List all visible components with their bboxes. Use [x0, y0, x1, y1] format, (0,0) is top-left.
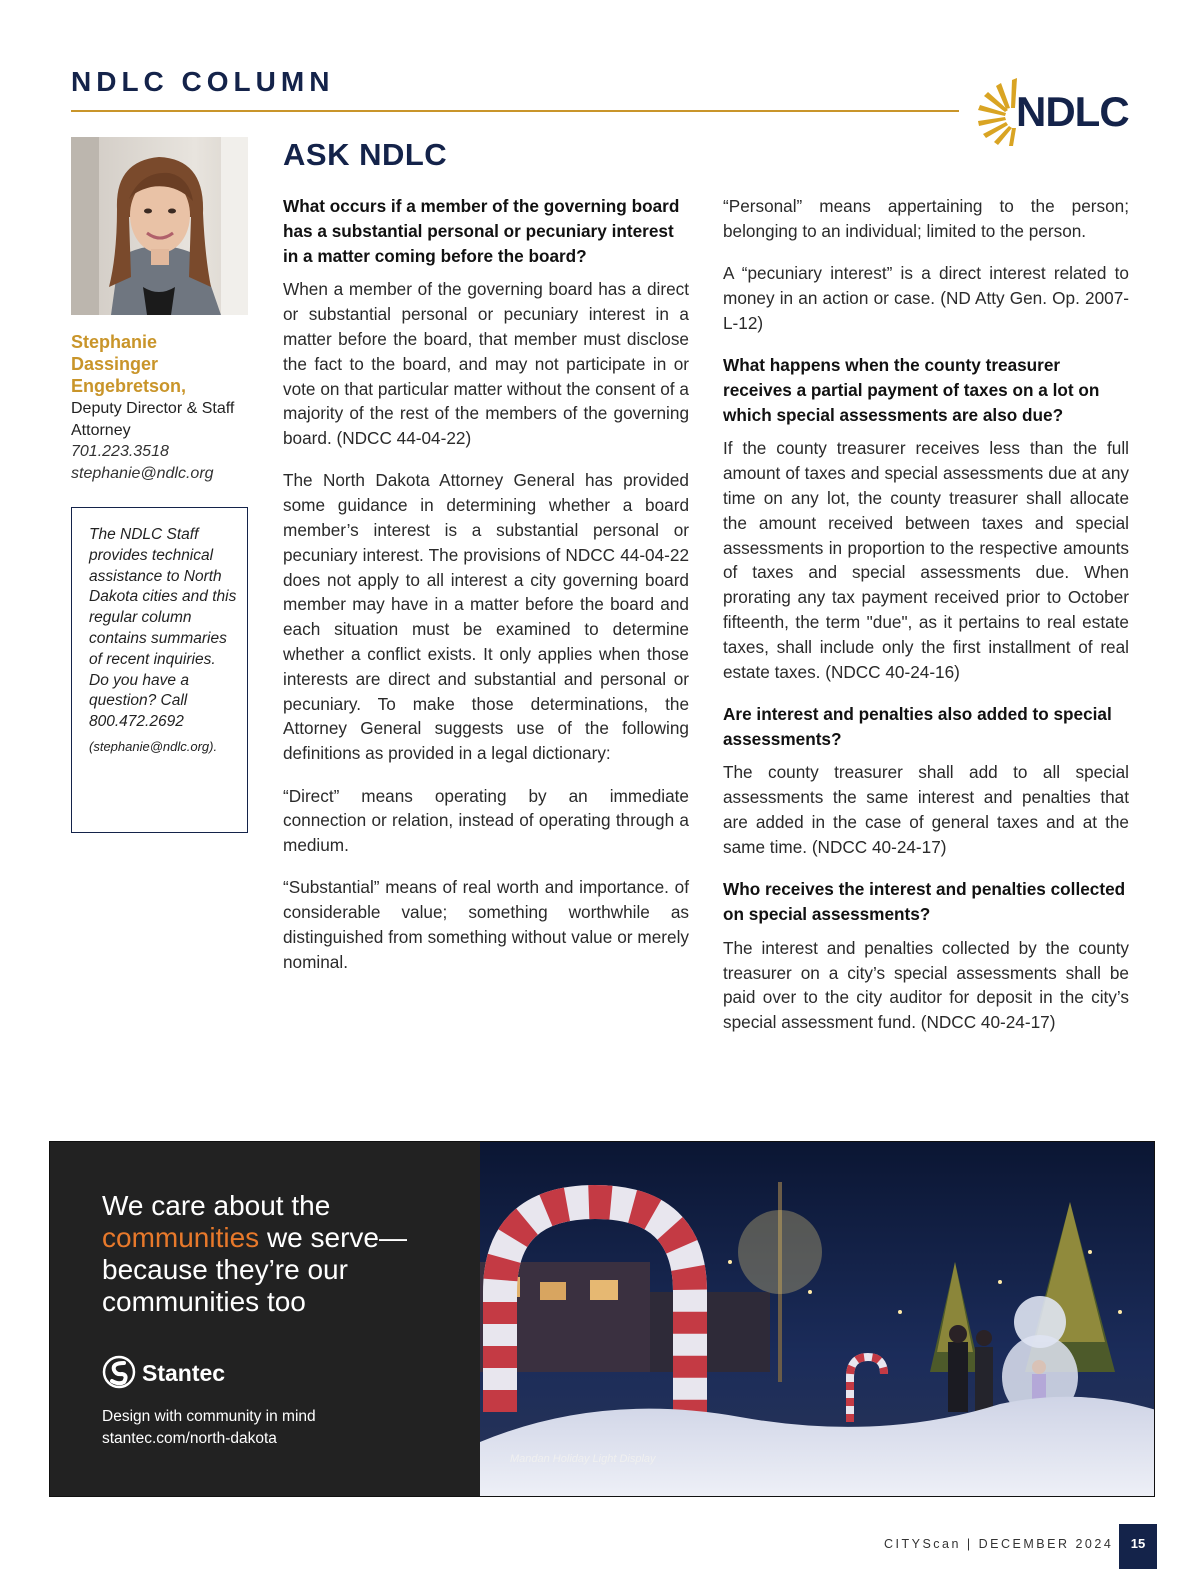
ad-headline-accent: communities	[102, 1222, 260, 1253]
question-1: What occurs if a member of the governing board has a substantial personal or pecuniary interest in a matter coming before the board?	[283, 196, 680, 266]
ad-headline-part-1: We care about the	[102, 1190, 331, 1221]
article-column-left	[283, 194, 689, 992]
photo-caption: Mandan Holiday Light Display	[510, 1453, 656, 1465]
author-role: Deputy Director & Staff Attorney	[71, 400, 235, 439]
footer-publication: CITYScan | DECEMBER 2024	[884, 1537, 1114, 1551]
stantec-logo	[102, 1355, 226, 1391]
page-number: 15	[1119, 1524, 1157, 1569]
ad-tagline-text: Design with community in mind	[102, 1408, 316, 1425]
article-title: ASK NDLC	[283, 137, 448, 172]
answer-3: The county treasurer shall add to all special assessments the same interest and penalties that are added in the case of general taxes and at the same time. (NDCC 40-24-17)	[723, 762, 1129, 857]
article-column-right	[723, 194, 1129, 1052]
ad-tagline	[102, 1406, 316, 1450]
info-box-email[interactable]: (stephanie@ndlc.org).	[89, 738, 218, 754]
info-box	[71, 507, 248, 833]
logo-wordmark: NDLC	[1016, 88, 1129, 135]
ndlc-logo	[976, 74, 1136, 148]
question-2: What happens when the county treasurer receives a partial payment of taxes on a lot on which special assessments are also due?	[723, 354, 1100, 425]
answer-1-paragraph-2: The North Dakota Attorney General has provided some guidance in determining whether a board member’s interest is a substantial personal or pecuniary interest. The provisions of NDCC 44-04-22 does not apply to all interest a city governing board member may have in a matter before the board and each situation must be examined to determine whether a conflict exists. It only applies when those interests are direct and substantial and personal or pecuniary. To make those determinations, the Attorney General suggests use of the following definitions as provided in a legal dictionary:	[283, 470, 689, 764]
ad-website-link[interactable]: stantec.com/north-dakota	[102, 1430, 277, 1447]
answer-1-paragraph-3: “Direct” means operating by an immediate connection or relation, instead of operating through a medium.	[283, 785, 689, 856]
answer-4: The interest and penalties collected by the county treasurer on a city’s special assessments shall be paid over to the city auditor for deposit in the city’s special assessment fund. (NDCC 40-24-17)	[723, 937, 1129, 1033]
holiday-lights-photo	[480, 1142, 1155, 1497]
author-name: Stephanie Dassinger Engebretson,	[71, 332, 187, 396]
answer-1-paragraph-6: A “pecuniary interest” is a direct interest related to money in an action or case. (ND Atty Gen. Op. 2007-L-12)	[723, 263, 1129, 333]
stantec-wordmark: Stantec	[142, 1360, 226, 1386]
author-photo	[71, 137, 248, 315]
author-contact	[71, 441, 214, 485]
header-rule	[71, 110, 959, 112]
ad-headline	[102, 1190, 442, 1318]
answer-1-paragraph-1: When a member of the governing board has a direct or substantial personal or pecuniary interest in a matter before the board, that member must disclose the fact to the board, and may not participate in or vote on that particular matter without the consent of a majority of the rest of the members of the governing board. (NDCC 44-04-22)	[283, 279, 689, 449]
ad-headline-part-2: we serve—because they’re our communities too	[102, 1222, 407, 1317]
answer-1-paragraph-5: “Personal” means appertaining to the person; belonging to an individual; limited to the person.	[723, 196, 1129, 241]
question-4: Who receives the interest and penalties collected on special assessments?	[723, 879, 1126, 924]
sunburst-icon	[976, 74, 1020, 148]
stantec-advertisement[interactable]	[49, 1141, 1155, 1497]
info-box-text: The NDLC Staff provides technical assistance to North Dakota cities and this regular column contains summaries of recent inquiries. Do you have a question? Call 800.472.2692	[89, 526, 237, 731]
author-email[interactable]: stephanie@ndlc.org	[71, 465, 214, 482]
author-phone: 701.223.3518	[71, 443, 169, 460]
stantec-mark-icon	[102, 1355, 136, 1389]
answer-1-paragraph-4: “Substantial” means of real worth and importance. of considerable value; something worthwhile as distinguished from something without value or merely nominal.	[283, 877, 689, 972]
column-label: NDLC COLUMN	[71, 66, 335, 97]
answer-2: If the county treasurer receives less than the full amount of taxes and special assessments due at any time on any lot, the county treasurer shall allocate the amount received between taxes and special assessments in proportion to the respective amounts of taxes and special assessments due. When prorating any tax payment received prior to October fifteenth, the term "due", as it pertains to real estate taxes, shall include only the first installment of real estate taxes. (NDCC 40-24-16)	[723, 438, 1129, 682]
question-3: Are interest and penalties also added to special assessments?	[723, 703, 1112, 749]
